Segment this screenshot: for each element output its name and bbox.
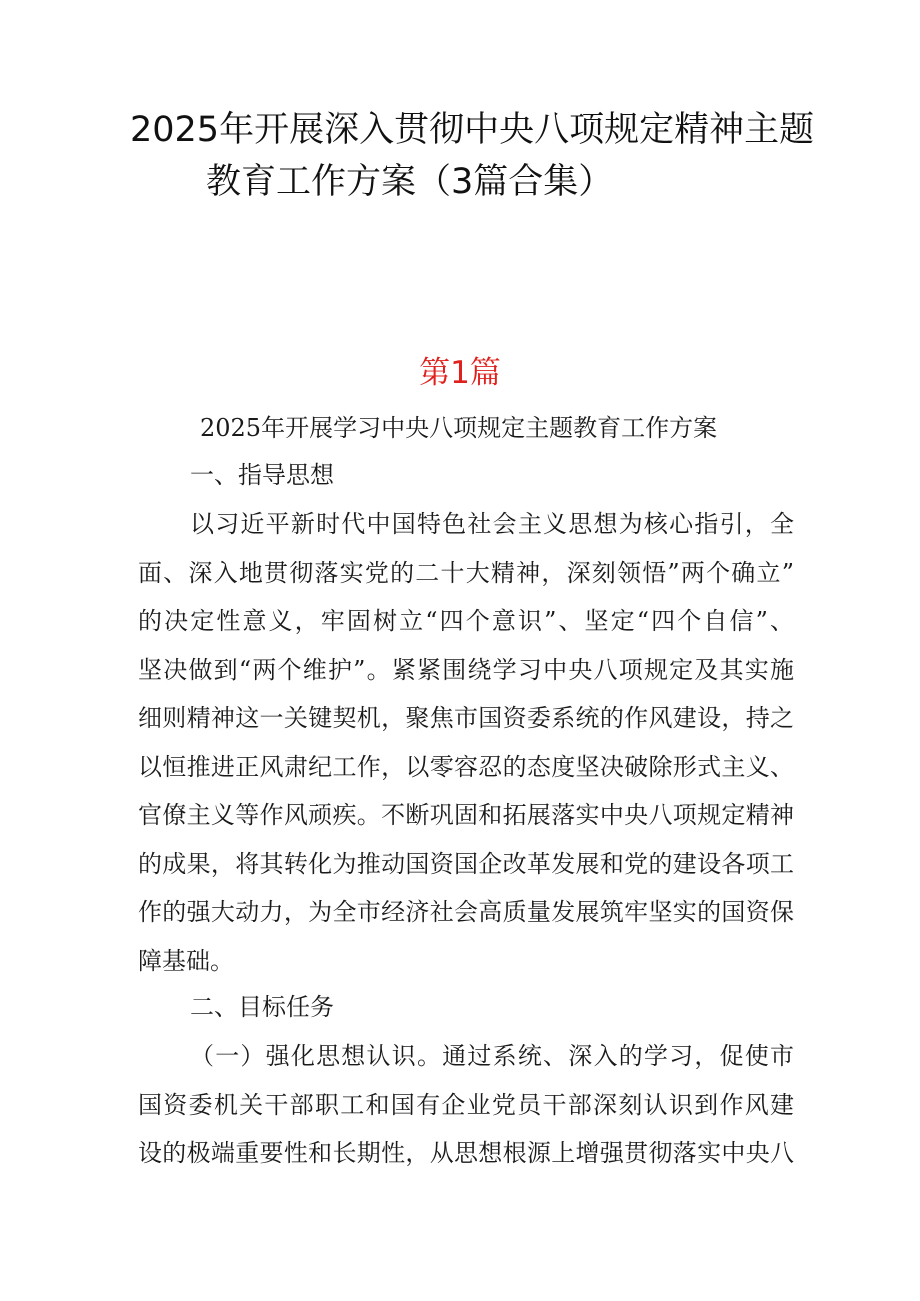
section-heading-goals-tasks: 二、目标任务 <box>190 993 334 1021</box>
part-heading: 第1篇 <box>419 355 501 391</box>
paragraph-line: （一）强化思想认识。通过系统、深入的学习，促使市 <box>190 1042 794 1070</box>
paragraph-line: 障基础。 <box>138 946 234 975</box>
document-title-line-1: 2025年开展深入贯彻中央八项规定精神主题 <box>130 110 815 150</box>
paragraph-line: 作的强大动力，为全市经济社会高质量发展筑牢坚实的国资保 <box>138 898 794 926</box>
paragraph-line: 以习近平新时代中国特色社会主义思想为核心指引，全 <box>190 510 794 538</box>
paragraph-line: 坚决做到“两个维护”。紧紧围绕学习中央八项规定及其实施 <box>138 655 794 684</box>
paragraph-line: 的决定性意义，牢固树立“四个意识”、坚定“四个自信”、 <box>138 607 794 635</box>
plan-subtitle: 2025年开展学习中央八项规定主题教育工作方案 <box>200 414 718 442</box>
paragraph-line: 面、深入地贯彻落实党的二十大精神，深刻领悟”两个确立” <box>138 558 794 587</box>
paragraph-line: 设的极端重要性和长期性，从思想根源上增强贯彻落实中央八 <box>138 1139 794 1167</box>
paragraph-line: 细则精神这一关键契机，聚焦市国资委系统的作风建设，持之 <box>138 704 794 732</box>
paragraph-line: 官僚主义等作风顽疾。不断巩固和拓展落实中央八项规定精神 <box>138 801 794 829</box>
section-paragraph-goals-tasks <box>138 1032 794 1178</box>
section-heading-guiding-ideology: 一、指导思想 <box>190 461 334 489</box>
paragraph-line: 国资委机关干部职工和国有企业党员干部深刻认识到作风建 <box>138 1090 794 1119</box>
document-title <box>130 104 830 208</box>
document-title-line-2: 教育工作方案（3篇合集） <box>206 162 614 202</box>
paragraph-line: 以恒推进正风肃纪工作，以零容忍的态度坚决破除形式主义、 <box>138 752 794 781</box>
section-paragraph-guiding-ideology <box>138 500 794 985</box>
paragraph-line: 的成果，将其转化为推动国资国企改革发展和党的建设各项工 <box>138 849 794 878</box>
